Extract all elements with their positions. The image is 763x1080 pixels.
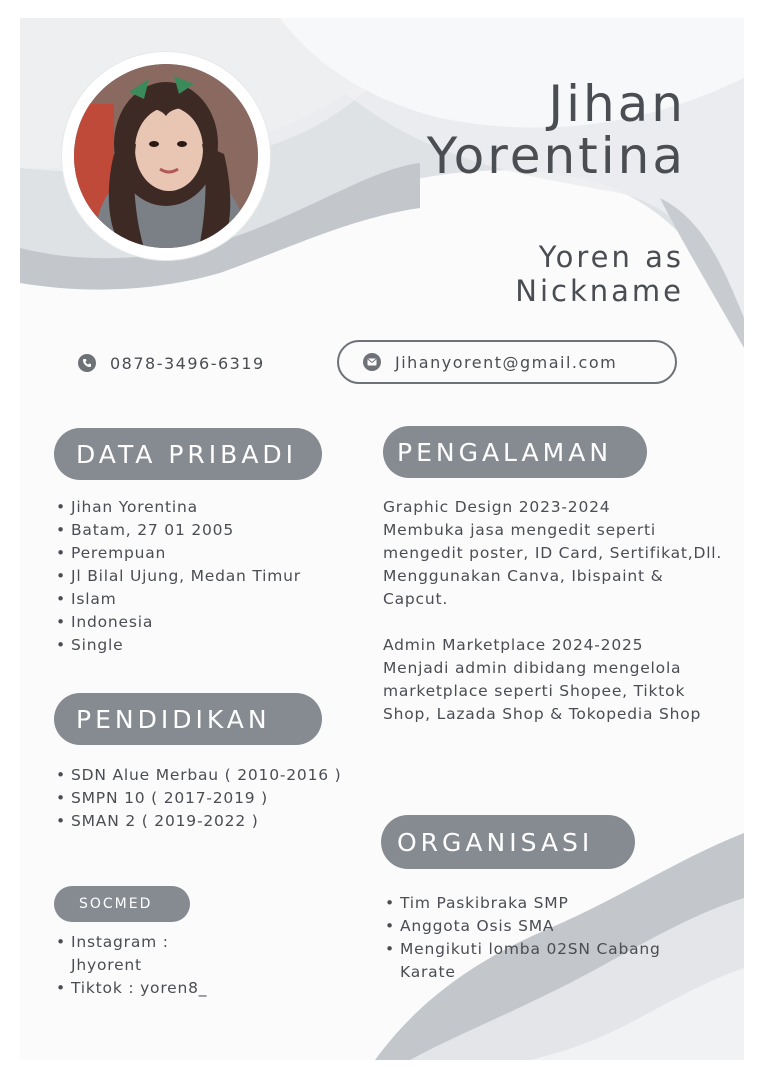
section-title-pendidikan: PENDIDIKAN [54,693,322,745]
full-name [266,75,686,185]
name-last: Yorentina [426,127,686,185]
list-item: • Islam [55,588,335,611]
experience-description: Menjadi admin dibidang mengelola marketplace seperti Shopee, Tiktok Shop, Lazada Shop & Tokopedia Shop [383,659,702,723]
list-item: • Jl Bilal Ujung, Medan Timur [55,565,335,588]
list-item: • Perempuan [55,542,335,565]
list-item: • Tim Paskibraka SMP [384,892,684,915]
email-contact [337,340,677,384]
list-item: • Batam, 27 01 2005 [55,519,335,542]
pendidikan-list [55,764,355,833]
list-item: • SMAN 2 ( 2019-2022 ) [55,810,355,833]
section-title-data-pribadi: DATA PRIBADI [54,428,322,480]
section-title-pengalaman: PENGALAMAN [383,426,647,478]
nickname-line2: Nickname [515,274,684,308]
profile-photo [74,64,258,248]
experience-heading: Admin Marketplace 2024-2025 [383,636,644,654]
list-item: • SDN Alue Merbau ( 2010-2016 ) [55,764,355,787]
nickname-line1: Yoren as [538,240,684,274]
experience-heading: Graphic Design 2023-2024 [383,498,611,516]
organisasi-list [384,892,684,984]
nickname [384,240,684,308]
list-item: • Mengikuti lomba 02SN Cabang Karate [384,938,684,984]
phone-number: 0878-3496-6319 [110,353,265,373]
socmed-list [55,931,215,1000]
list-item: • Instagram : Jhyorent [55,931,215,977]
list-item: • Indonesia [55,611,335,634]
phone-icon [78,354,96,372]
section-title-socmed: SOCMED [54,886,190,922]
experience-description: Membuka jasa mengedit seperti mengedit poster, ID Card, Sertifikat,Dll. Menggunakan Canva, Ibispaint & Capcut. [383,521,723,608]
name-first: Jihan [548,75,686,133]
list-item: • Single [55,634,335,657]
resume-page [20,18,744,1060]
email-address: Jihanyorent@gmail.com [395,352,618,372]
experience-entry [383,496,723,611]
mail-icon [363,353,381,371]
section-title-organisasi: ORGANISASI [381,815,635,869]
data-pribadi-list [55,496,335,657]
list-item: • Tiktok : yoren8_ [55,977,215,1000]
experience-entry [383,634,723,726]
list-item: • Jihan Yorentina [55,496,335,519]
phone-contact [78,352,265,374]
list-item: • Anggota Osis SMA [384,915,684,938]
list-item: • SMPN 10 ( 2017-2019 ) [55,787,355,810]
